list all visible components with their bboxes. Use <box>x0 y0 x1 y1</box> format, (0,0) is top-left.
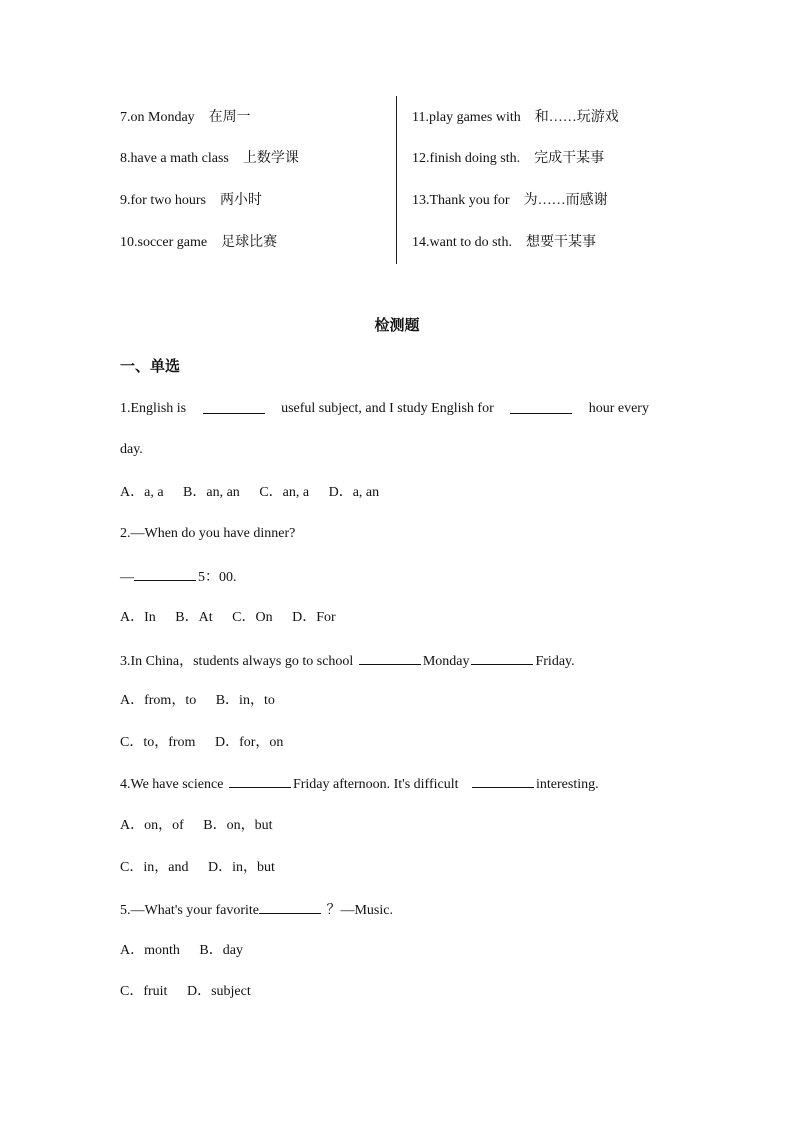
answer-blank[interactable] <box>471 650 533 665</box>
phrase-en: 13.Thank you for <box>412 193 510 208</box>
phrase-cn: 上数学课 <box>242 151 299 166</box>
question-3 <box>120 650 575 672</box>
phrase-table <box>120 96 680 264</box>
column-divider <box>396 96 397 264</box>
question-text: — <box>120 570 134 585</box>
phrase-item <box>120 233 277 253</box>
question-1-options <box>120 483 395 503</box>
option[interactable]: A．on，of <box>120 818 184 833</box>
phrase-en: 11.play games with <box>412 110 521 125</box>
phrase-cn: 和……玩游戏 <box>534 110 619 125</box>
option[interactable]: B．on，but <box>203 818 273 833</box>
phrase-cn: 足球比赛 <box>221 235 278 250</box>
question-3-options-row-1 <box>120 691 291 711</box>
phrase-en: 10.soccer game <box>120 235 208 250</box>
question-2-options <box>120 608 352 628</box>
question-text: ？—Music. <box>326 903 393 918</box>
option[interactable]: B．in，to <box>215 693 275 708</box>
phrase-item <box>120 149 299 169</box>
phrase-cn: 想要干某事 <box>525 235 596 250</box>
phrase-en: 7.on Monday <box>120 110 195 125</box>
question-4 <box>120 773 599 795</box>
option[interactable]: D．for，on <box>214 735 284 750</box>
phrase-cn: 两小时 <box>219 193 262 208</box>
question-text: useful subject, and I study English for <box>281 401 494 416</box>
option[interactable]: D．in，but <box>207 860 275 875</box>
phrase-en: 12.finish doing sth. <box>412 151 521 166</box>
option[interactable]: C．fruit <box>120 984 168 999</box>
phrase-cn: 在周一 <box>208 110 251 125</box>
option[interactable]: A．a, a <box>120 485 164 500</box>
question-text: 4.We have science <box>120 777 224 792</box>
option[interactable]: A．from，to <box>120 693 197 708</box>
answer-blank[interactable] <box>510 399 572 414</box>
phrase-cn: 为……而感谢 <box>523 193 608 208</box>
option[interactable]: B．day <box>199 943 243 958</box>
question-5 <box>120 899 393 921</box>
phrase-cn: 完成干某事 <box>534 151 605 166</box>
answer-blank[interactable] <box>259 899 321 914</box>
option[interactable]: C．On <box>232 610 273 625</box>
phrase-item <box>120 191 262 211</box>
question-2-response <box>120 566 237 588</box>
phrase-en: 9.for two hours <box>120 193 206 208</box>
phrase-en: 8.have a math class <box>120 151 229 166</box>
question-5-options-row-1 <box>120 941 259 961</box>
question-text: 3.In China，students always go to school <box>120 654 354 669</box>
answer-blank[interactable] <box>134 566 196 581</box>
answer-blank[interactable] <box>229 773 291 788</box>
option[interactable]: A．In <box>120 610 156 625</box>
question-text: interesting. <box>536 777 599 792</box>
page-title: 检测题 <box>374 318 420 334</box>
question-2: 2.—When do you have dinner? <box>120 526 296 541</box>
question-3-options-row-2 <box>120 733 299 753</box>
section-heading: 一、单选 <box>120 359 181 375</box>
option[interactable]: C．to，from <box>120 735 196 750</box>
option[interactable]: B．an, an <box>183 485 240 500</box>
answer-blank[interactable] <box>203 399 265 414</box>
question-text: 5：00. <box>198 570 237 585</box>
option[interactable]: C．an, a <box>259 485 310 500</box>
question-1-continuation: day. <box>120 442 143 457</box>
phrase-item <box>412 191 608 211</box>
question-text: Friday afternoon. It's difficult <box>292 777 459 792</box>
question-1 <box>120 399 649 419</box>
question-text: Monday <box>422 654 470 669</box>
question-text: 1.English is <box>120 401 187 416</box>
option[interactable]: D．subject <box>186 984 251 999</box>
question-4-options-row-1 <box>120 816 289 836</box>
question-4-options-row-2 <box>120 858 291 878</box>
option[interactable]: D．a, an <box>328 485 380 500</box>
phrase-item <box>120 108 251 128</box>
phrase-item <box>412 108 619 128</box>
option[interactable]: A．month <box>120 943 180 958</box>
option[interactable]: C．in，and <box>120 860 189 875</box>
phrase-item <box>412 233 596 253</box>
question-5-options-row-2 <box>120 982 267 1002</box>
question-text: 5.—What's your favorite <box>120 903 259 918</box>
option[interactable]: D．For <box>292 610 336 625</box>
phrase-item <box>412 149 604 169</box>
question-text: Friday. <box>535 654 575 669</box>
answer-blank[interactable] <box>359 650 421 665</box>
option[interactable]: B．At <box>175 610 213 625</box>
question-text: hour every <box>588 401 649 416</box>
answer-blank[interactable] <box>472 773 534 788</box>
phrase-en: 14.want to do sth. <box>412 235 512 250</box>
